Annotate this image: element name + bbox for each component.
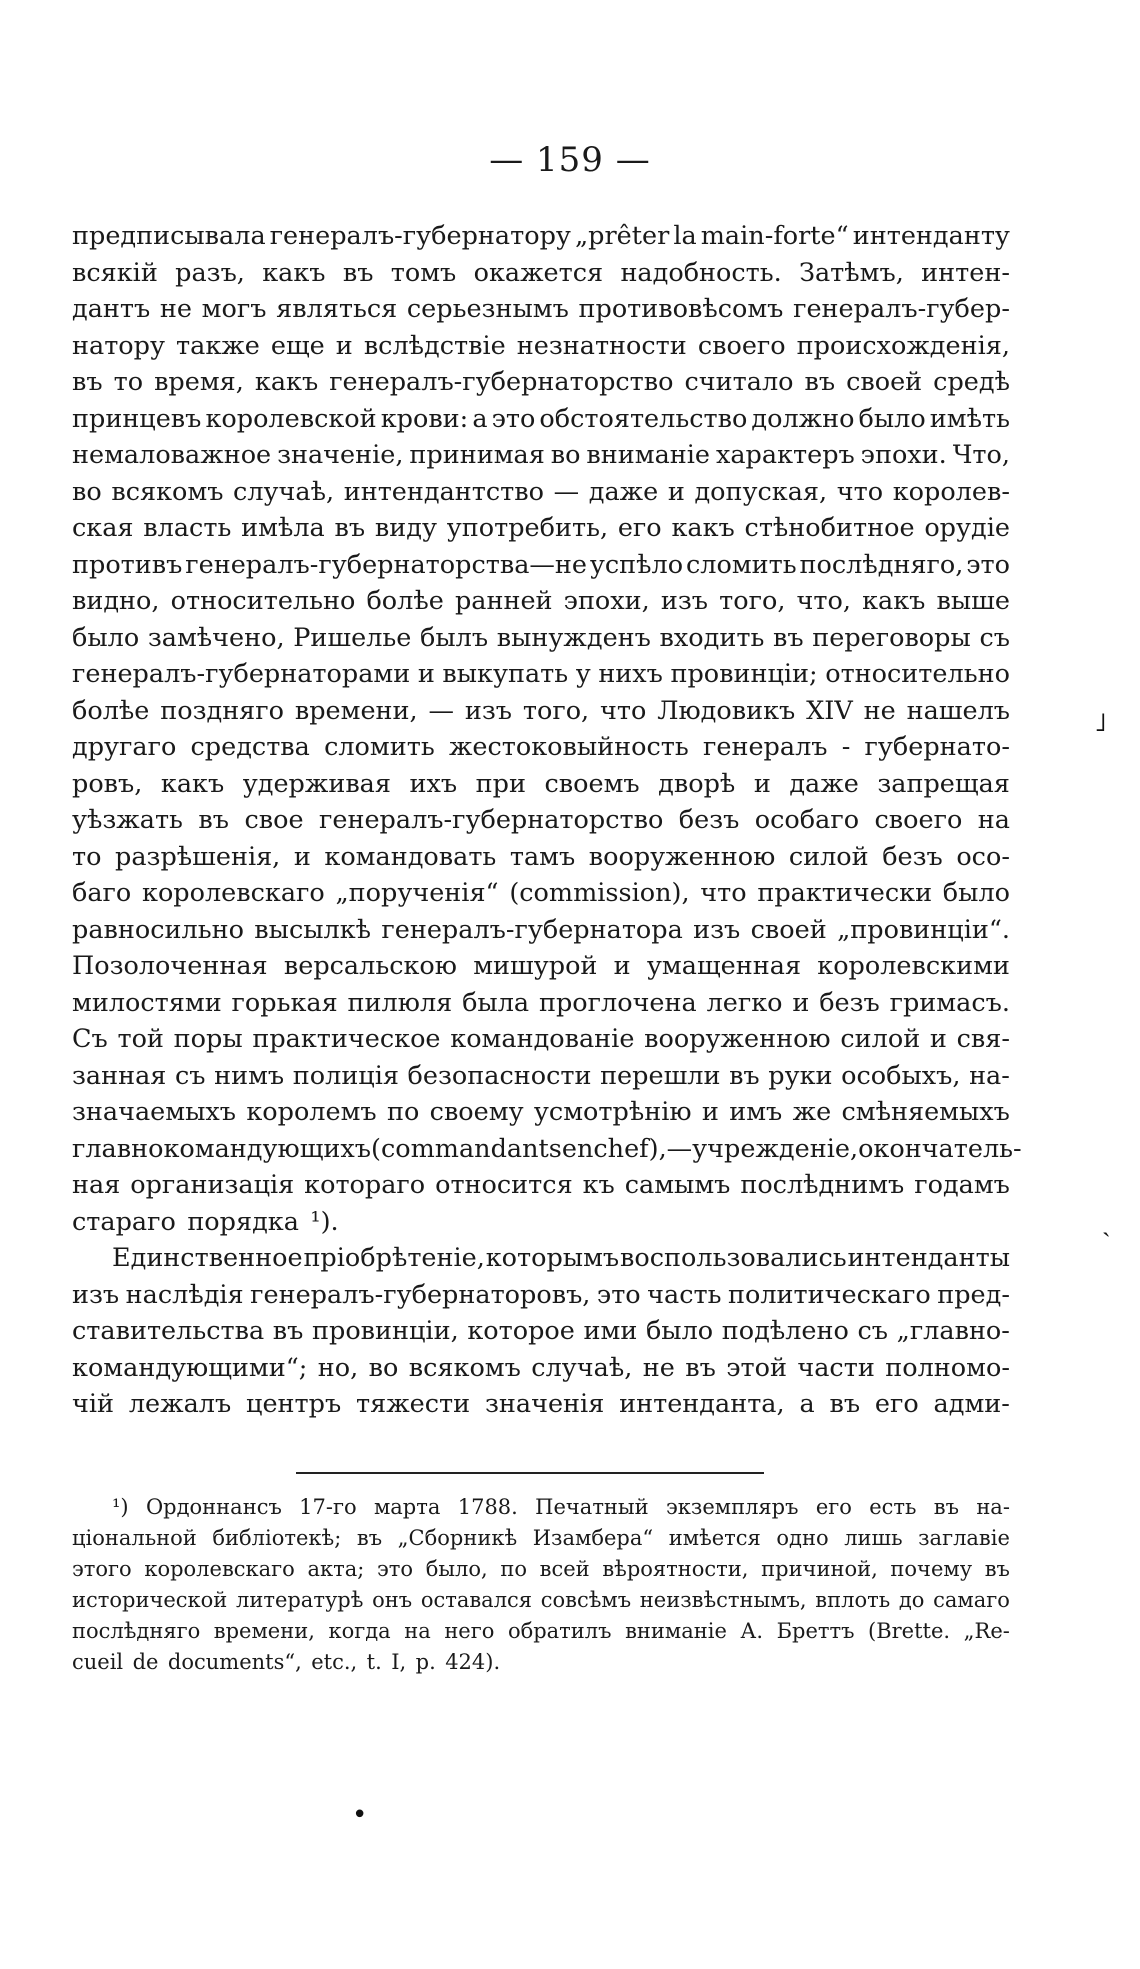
text-line: генералъ-губернаторами и выкупать у нихъ провинціи; относительно xyxy=(72,659,1010,689)
text-line: изъ наслѣдія генералъ-губернаторовъ, это часть политическаго пред- xyxy=(72,1279,1010,1310)
ink-blot-mark: • xyxy=(352,1800,368,1830)
text-line: болѣе поздняго времени, — изъ того, что Людовикъ XIV не нашелъ xyxy=(72,695,1010,726)
text-line: всякій разъ, какъ въ томъ окажется надобность. Затѣмъ, интен- xyxy=(72,257,1010,288)
text-line: милостями горькая пилюля была проглочена легко и безъ гримасъ. xyxy=(72,987,1010,1018)
text-line: то разрѣшенія, и командовать тамъ вооруженною силой безъ осо- xyxy=(72,841,1010,872)
text-line: стараго порядка ¹). xyxy=(72,1206,339,1237)
margin-dot-mark: ˏ xyxy=(1102,1208,1111,1238)
text-line: во всякомъ случаѣ, интендантство — даже и допуская, что королев- xyxy=(72,476,1010,507)
text-line: немаловажное значеніе, принимая во вниманіе характеръ эпохи. Что, xyxy=(72,440,1010,470)
text-line: занная съ нимъ полиція безопасности перешли въ руки особыхъ, на- xyxy=(72,1060,1010,1091)
text-line: противъ генералъ-губернаторства—не успѣло сломить послѣдняго, это xyxy=(72,549,1010,580)
text-line: принцевъ королевской крови: а это обстоятельство должно было имѣть xyxy=(72,403,1010,434)
text-line: баго королевскаго „порученія“ (commission), что практически было xyxy=(72,878,1010,908)
text-line: видно, относительно болѣе ранней эпохи, изъ того, что, какъ выше xyxy=(72,586,1010,616)
footnotes xyxy=(72,1492,1010,1678)
footnote-line: ціональной библіотекѣ; въ „Сборникѣ Изамбера“ имѣется одно лишь заглавіе xyxy=(72,1526,1010,1550)
text-line: натору также еще и вслѣдствіе незнатности своего происхожденія, xyxy=(72,330,1010,361)
text-line: чій лежалъ центръ тяжести значенія интенданта, а въ его адми- xyxy=(72,1389,1010,1419)
footnote-line: исторической литературѣ онъ оставался совсѣмъ неизвѣстнымъ, вплоть до самаго xyxy=(72,1588,1010,1612)
text-line: Единственное пріобрѣтеніе, которымъ воспользовались интенданты xyxy=(112,1243,1010,1273)
footnote-divider xyxy=(296,1472,764,1474)
footnote-line: послѣдняго времени, когда на него обратилъ вниманіе А. Бреттъ (Brette. „Re- xyxy=(72,1619,1010,1643)
text-line: въ то время, какъ генералъ-губернаторство считало въ своей средѣ xyxy=(72,367,1010,397)
text-line: главнокомандующихъ (commandants en chef),—учрежденіе, окончатель- xyxy=(72,1133,1022,1164)
page-number: — 159 — xyxy=(489,140,651,180)
text-line: было замѣчено, Ришелье былъ вынужденъ входить въ переговоры съ xyxy=(72,622,1010,653)
text-line: другаго средства сломить жестоковыйность генералъ - губернато- xyxy=(72,732,1010,762)
footnote-line: ¹) Ордоннансъ 17-го марта 1788. Печатный экземпляръ его есть въ на- xyxy=(112,1495,1010,1519)
footnote-line: этого королевскаго акта; это было, по всей вѣроятности, причиной, почему въ xyxy=(72,1557,1010,1581)
footnote-line: cueil de documents“, etc., t. I, p. 424). xyxy=(72,1650,501,1674)
text-line: ставительства въ провинціи, которое ими было подѣлено съ „главно- xyxy=(72,1316,1010,1346)
main-text xyxy=(72,218,1022,1423)
text-line: дантъ не могъ являться серьезнымъ противовѣсомъ генералъ-губер- xyxy=(72,294,1010,324)
text-line: Позолоченная версальскою мишурой и умащенная королевскими xyxy=(72,951,1010,981)
text-line: Съ той поры практическое командованіе вооруженною силой и свя- xyxy=(72,1024,1010,1054)
text-line: предписывала генералъ-губернатору „prêter la main-forte“ интенданту xyxy=(72,221,1010,251)
text-line: уѣзжать въ свое генералъ-губернаторство безъ особаго своего на xyxy=(72,805,1010,835)
text-line: командующими“; но, во всякомъ случаѣ, не въ этой части полномо- xyxy=(72,1352,1010,1383)
text-line: ровъ, какъ удерживая ихъ при своемъ дворѣ и даже запрещая xyxy=(72,768,1010,799)
text-line: равносильно высылкѣ генералъ-губернатора изъ своей „провинціи“. xyxy=(72,914,1010,945)
margin-tick-mark: ˩ xyxy=(1094,708,1107,738)
text-line: ная организація котораго относится къ самымъ послѣднимъ годамъ xyxy=(72,1170,1010,1200)
text-line: значаемыхъ королемъ по своему усмотрѣнію и имъ же смѣняемыхъ xyxy=(72,1097,1010,1127)
text-line: ская власть имѣла въ виду употребить, его какъ стѣнобитное орудіе xyxy=(72,513,1010,543)
